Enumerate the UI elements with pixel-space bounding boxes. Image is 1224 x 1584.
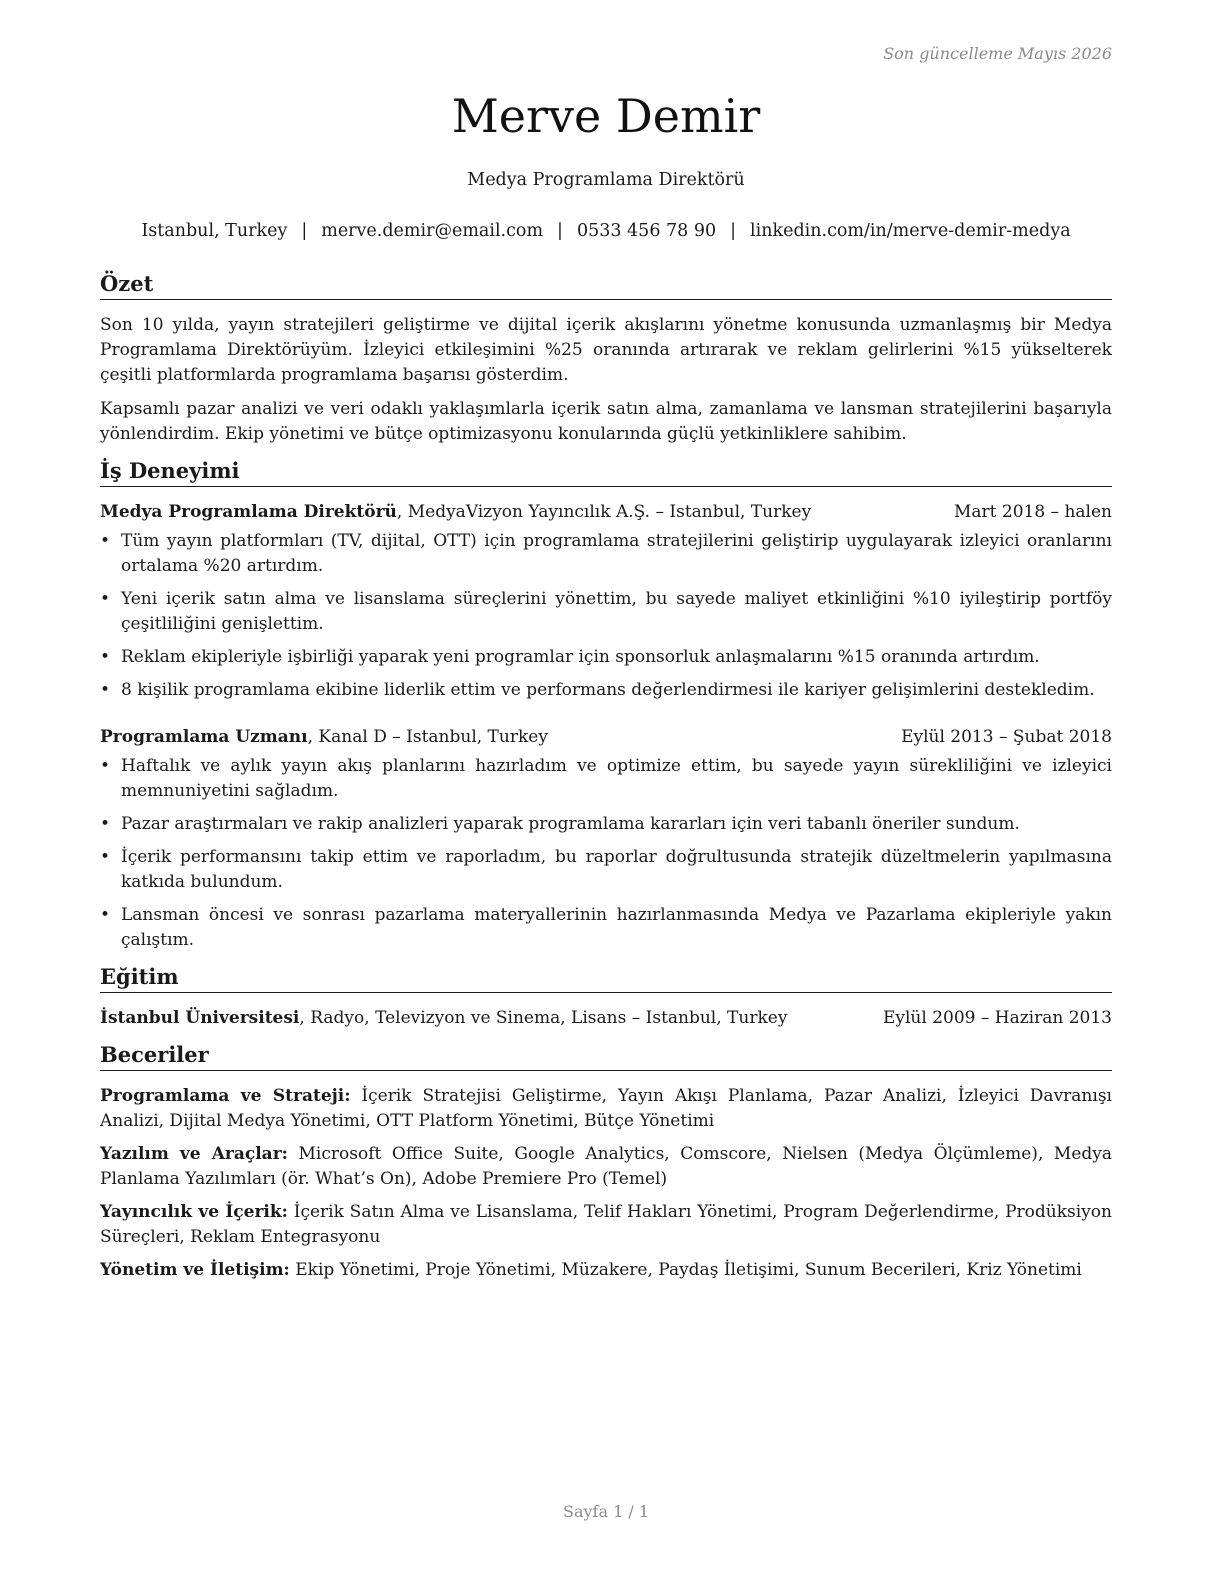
skill-text: İçerik Stratejisi Geliştirme, Yayın Akışı Planlama, Pazar Analizi, İzleyici Davranışı Analizi, Dijital Medya Yönetimi, OTT Platform Yönetimi, Bütçe Yönetimi: [100, 1086, 1112, 1131]
job-dates: Mart 2018 – halen: [953, 502, 1112, 522]
education-heading: Eğitim: [100, 963, 1112, 993]
contact-linkedin[interactable]: linkedin.com/in/merve-demir-medya: [750, 221, 1071, 241]
bullet-text: Yeni içerik satın alma ve lisanslama süreçlerini yönettim, bu sayede maliyet etkinliğini %10 iyileştirip portföy çeşitliliğini genişlettim.: [121, 589, 1112, 634]
job-bullet: [100, 587, 1112, 637]
job-org: , Kanal D – Istanbul, Turkey: [307, 727, 548, 747]
job-header: [100, 725, 1112, 750]
summary-heading: Özet: [100, 270, 1112, 300]
bullet-text: Pazar araştırmaları ve rakip analizleri yaparak programlama kararları için veri tabanlı öneriler sundum.: [121, 814, 1020, 834]
resume-page: [100, 0, 1112, 1584]
skills-heading: Beceriler: [100, 1041, 1112, 1071]
contact-line: [100, 219, 1112, 243]
job-entry: [100, 725, 1112, 953]
skill-label: Yönetim ve İletişim:: [100, 1260, 290, 1280]
skill-line: [100, 1258, 1112, 1283]
job-bullet: [100, 845, 1112, 895]
education-detail: , Radyo, Televizyon ve Sinema, Lisans – Istanbul, Turkey: [299, 1008, 788, 1028]
education-entry: [100, 1006, 1112, 1031]
bullet-dot: •: [100, 647, 111, 667]
skill-line: [100, 1200, 1112, 1250]
job-bullets: [100, 529, 1112, 703]
job-bullet: [100, 529, 1112, 579]
bullet-dot: •: [100, 756, 111, 776]
job-bullet: [100, 812, 1112, 837]
job-bullet: [100, 903, 1112, 953]
skill-line: [100, 1142, 1112, 1192]
bullet-dot: •: [100, 814, 111, 834]
skill-text: İçerik Satın Alma ve Lisanslama, Telif Hakları Yönetimi, Program Değerlendirme, Prodüksiyon Süreçleri, Reklam Entegrasyonu: [100, 1202, 1112, 1247]
page-number: Sayfa 1 / 1: [562, 1502, 649, 1521]
bullet-dot: •: [100, 847, 111, 867]
candidate-name: Merve Demir: [451, 89, 761, 143]
skill-label: Yazılım ve Araçlar:: [100, 1144, 288, 1164]
contact-email[interactable]: merve.demir@email.com: [321, 221, 544, 241]
contact-location: Istanbul, Turkey: [141, 221, 288, 241]
skill-label: Programlama ve Strateji:: [100, 1086, 351, 1106]
contact-phone: 0533 456 78 90: [576, 221, 717, 241]
job-org: , MedyaVizyon Yayıncılık A.Ş. – Istanbul, Turkey: [396, 502, 812, 522]
bullet-text: 8 kişilik programlama ekibine liderlik ettim ve performans değerlendirmesi ile kariyer gelişimlerini destekledim.: [121, 680, 1095, 700]
summary-section: [100, 270, 1112, 447]
bullet-dot: •: [100, 680, 111, 700]
job-bullet: [100, 678, 1112, 703]
summary-paragraph: Kapsamlı pazar analizi ve veri odaklı yaklaşımlarla içerik satın alma, zamanlama ve lansman stratejilerini başarıyla yönlendirdim. Ekip yönetimi ve bütçe optimizasyonu konularında güçlü yetkinliklere sahibim.: [100, 399, 1112, 444]
bullet-dot: •: [100, 589, 111, 609]
job-bullets: [100, 754, 1112, 953]
bullet-dot: •: [100, 905, 111, 925]
contact-separator: |: [301, 221, 308, 241]
last-updated-text: Son güncelleme Mayıs 2026: [883, 44, 1112, 63]
job-bullet: [100, 754, 1112, 804]
job-role: Medya Programlama Direktörü: [100, 502, 397, 522]
bullet-text: Tüm yayın platformları (TV, dijital, OTT) için programlama stratejilerini geliştirip uygulayarak izleyici oranlarını ortalama %20 artırdım.: [121, 531, 1112, 576]
education-line: [100, 1006, 787, 1031]
education-dates: Eylül 2009 – Haziran 2013: [882, 1008, 1112, 1028]
job-header: [100, 500, 1112, 525]
job-role-line: [100, 725, 548, 750]
skill-text: Ekip Yönetimi, Proje Yönetimi, Müzakere, Paydaş İletişimi, Sunum Becerileri, Kriz Yönetimi: [289, 1260, 1082, 1280]
bullet-dot: •: [100, 531, 111, 551]
job-bullet: [100, 645, 1112, 670]
resume-content: [100, 270, 1112, 1293]
job-entry: [100, 500, 1112, 703]
skill-line: [100, 1084, 1112, 1134]
summary-paragraph: Son 10 yılda, yayın stratejileri geliştirme ve dijital içerik akışlarını yönetme konusunda uzmanlaşmış bir Medya Programlama Direktörüyüm. İzleyici etkileşimini %25 oranında artırarak ve reklam gelirlerini %15 yükselterek çeşitli platformlarda programlama başarısı gösterdim.: [100, 315, 1112, 385]
skill-label: Yayıncılık ve İçerik:: [100, 1202, 288, 1222]
education-section: [100, 963, 1112, 1031]
education-school: İstanbul Üniversitesi: [100, 1008, 300, 1028]
bullet-text: İçerik performansını takip ettim ve raporladım, bu raporlar doğrultusunda stratejik düzeltmelerin yapılmasına katkıda bulundum.: [121, 847, 1112, 892]
contact-separator: |: [730, 221, 737, 241]
contact-separator: |: [557, 221, 563, 241]
skill-text: Microsoft Office Suite, Google Analytics, Comscore, Nielsen (Medya Ölçümleme), Medya Planlama Yazılımları (ör. What’s On), Adobe Premiere Pro (Temel): [100, 1144, 1112, 1189]
bullet-text: Reklam ekipleriyle işbirliği yaparak yeni programlar için sponsorluk anlaşmalarını %15 oranında artırdım.: [121, 647, 1040, 667]
experience-heading: İş Deneyimi: [100, 457, 1112, 487]
bullet-text: Lansman öncesi ve sonrası pazarlama materyallerinin hazırlanmasında Medya ve Pazarlama ekipleriyle yakın çalıştım.: [121, 905, 1112, 950]
experience-section: [100, 457, 1112, 953]
job-dates: Eylül 2013 – Şubat 2018: [901, 727, 1112, 747]
candidate-title: Medya Programlama Direktörü: [467, 170, 745, 190]
job-role: Programlama Uzmanı: [100, 727, 308, 747]
bullet-text: Haftalık ve aylık yayın akış planlarını hazırladım ve optimize ettim, bu sayede yayın sürekliliğini ve izleyici memnuniyetini sağladım.: [121, 756, 1112, 801]
skills-section: [100, 1041, 1112, 1283]
job-role-line: [100, 500, 811, 525]
